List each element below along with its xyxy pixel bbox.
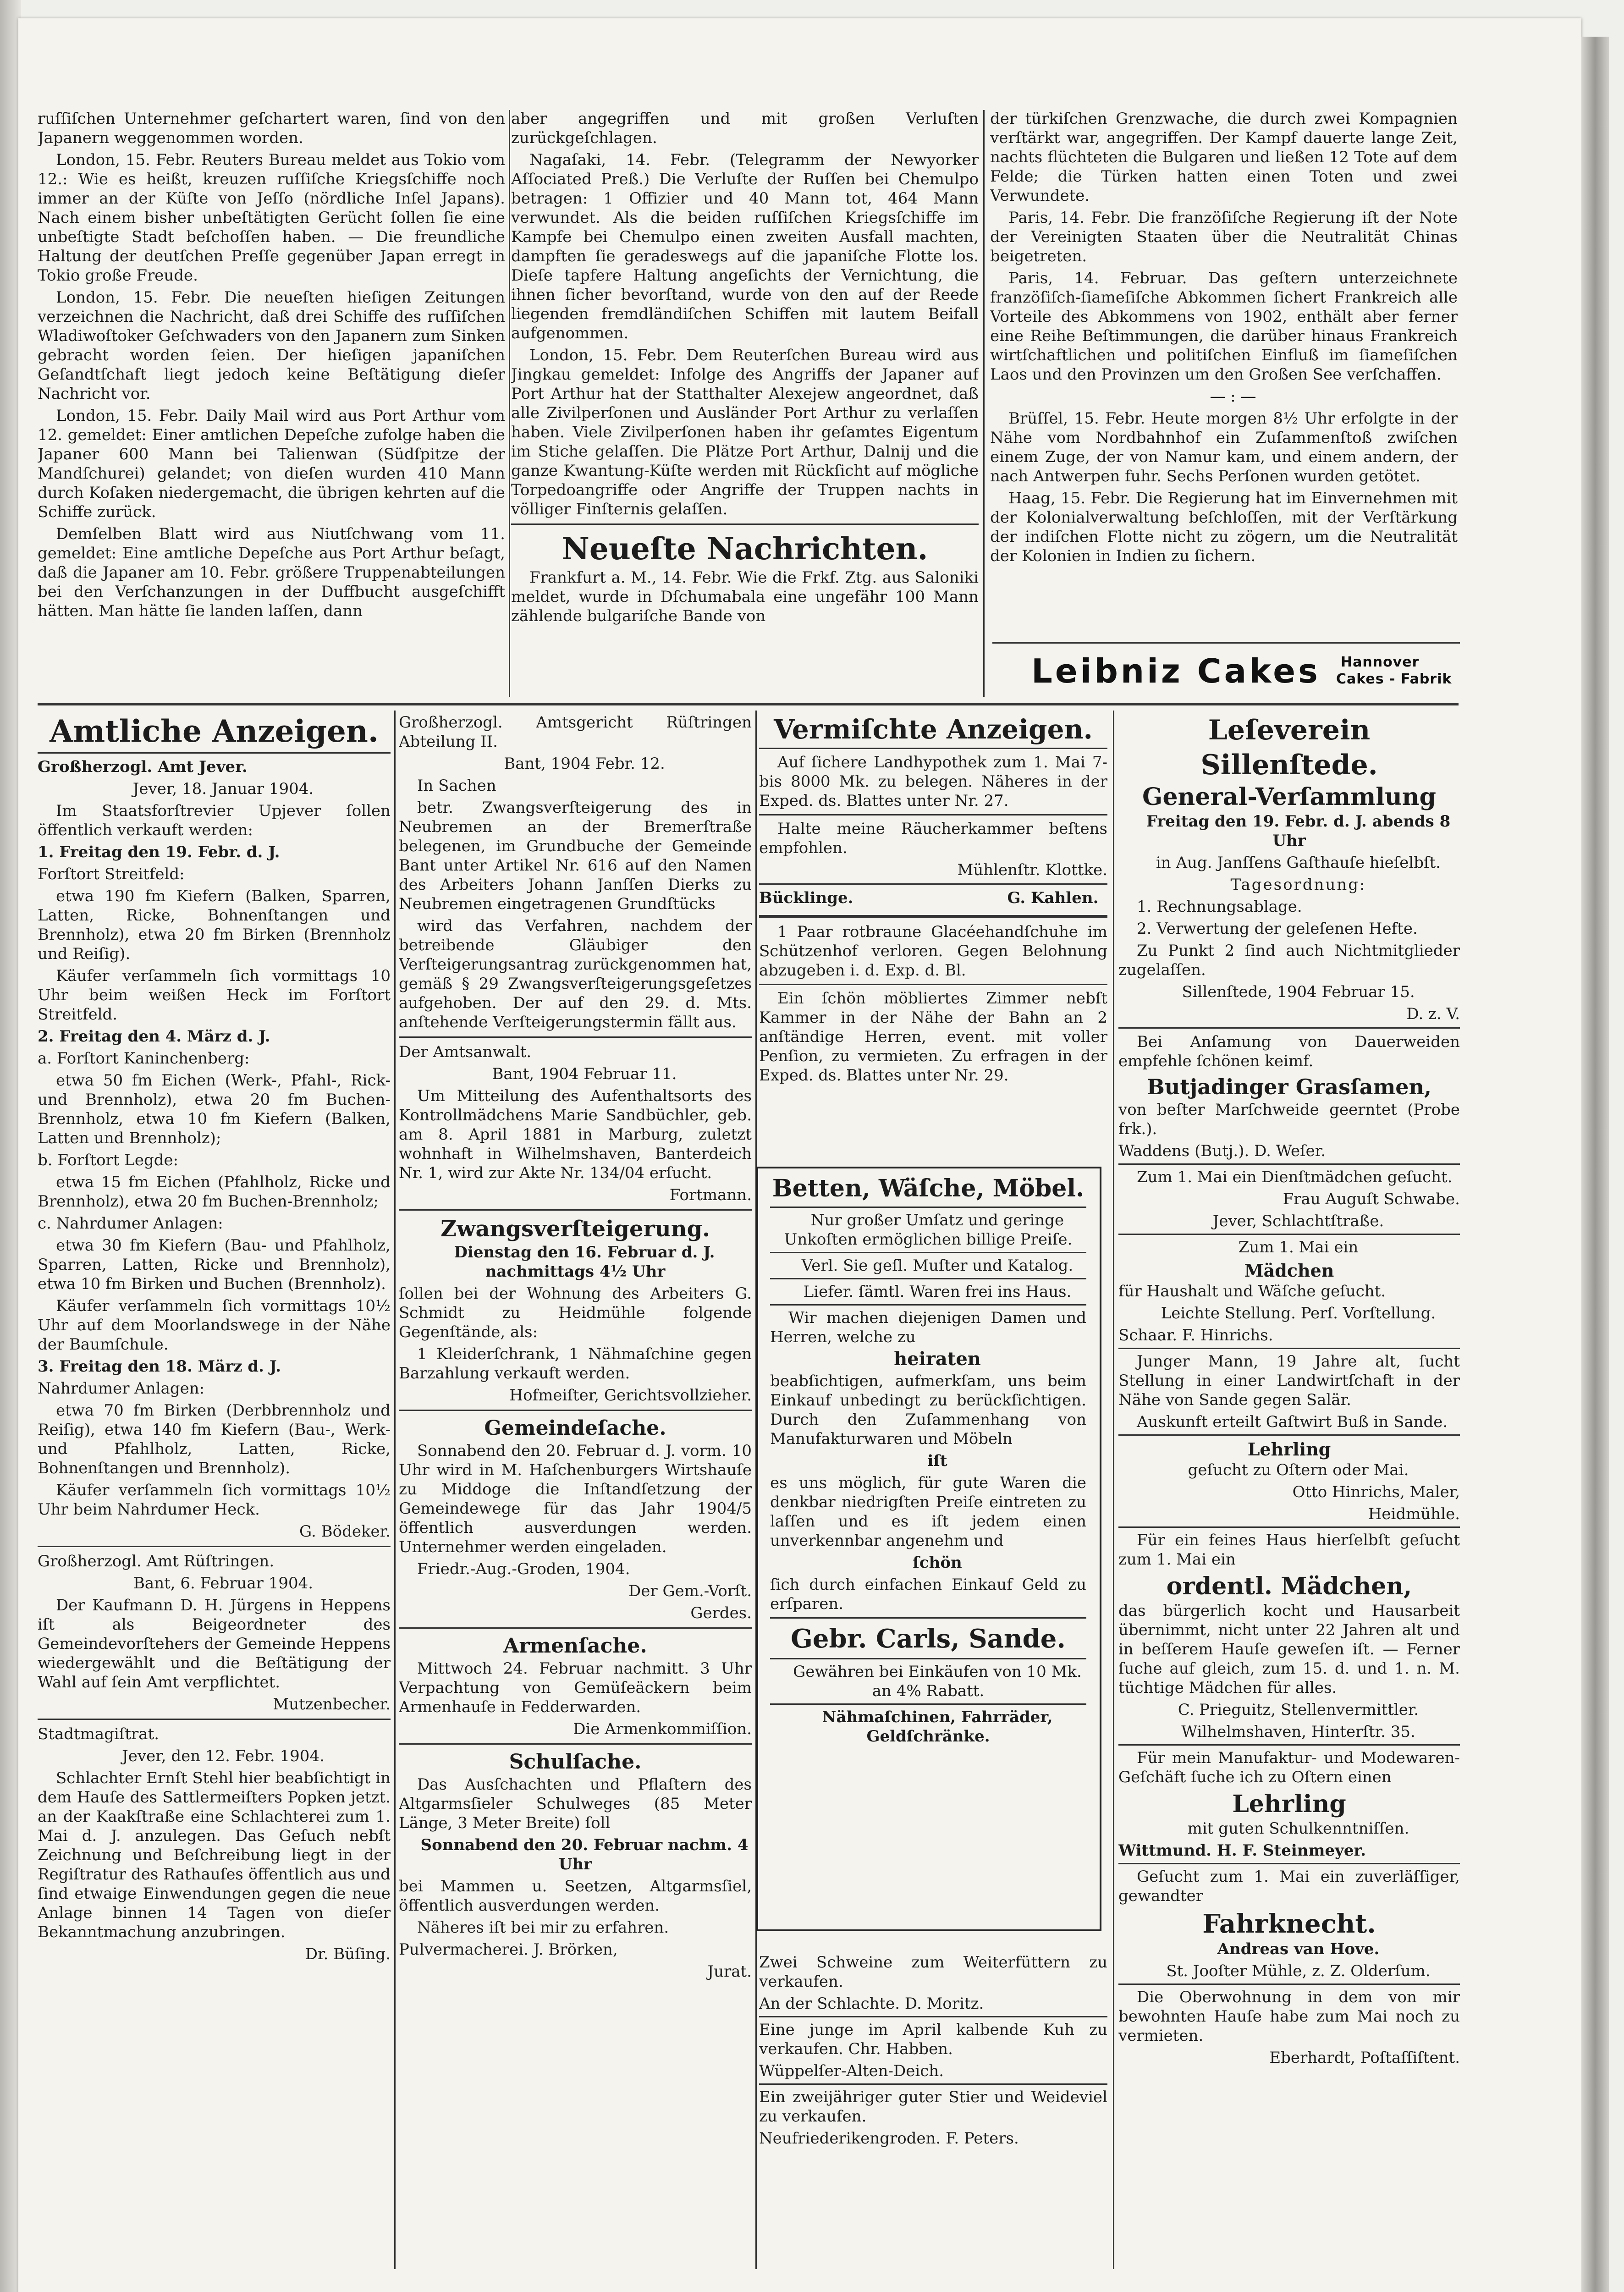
girl-wanted-title: ordentl. Mädchen, [1166,1572,1412,1600]
ad-signature: Mühlenſtr. Klottke. [957,861,1107,879]
ad-date: Bant, 1904 Febr. 12. [504,755,665,773]
ad-date: Jever, 18. Januar 1904. [132,780,314,798]
coachman-title: Fahrknecht. [1202,1909,1376,1939]
ad-text: Eine junge im April kalbende Kuh zu verkaufen. Chr. Habben. [759,2021,1107,2058]
school-heading: Schulſache. [509,1750,642,1774]
ad-divider [399,1743,752,1745]
ad-text: c. Nahrdumer Anlagen: [38,1214,223,1233]
ad-text: Ein zweijähriger guter Stier und Weideviel zu verkaufen. [759,2088,1107,2126]
ad-text: wird das Verfahren, nachdem der betreibende Gläubiger den Verſteigerungsantrag zurückgenommen hat, gemäß § 29 Zwangsverſteigerungsgeſetzes aufgehoben. Der auf den 29. d. Mts. anſtehende Verſteigerungstermin fällt aus. [399,917,752,1031]
list-item: 1. Rechnungsablage. [1137,898,1302,916]
ad-divider [759,748,1107,749]
ad-text: Käufer verſammeln ſich vormittags 10½ Uhr auf dem Moorlandswege in der Nähe der Baumſchule. [38,1297,391,1354]
ad-text: mit guten Schulkenntniſſen. [1187,1819,1409,1838]
ad-text: Für mein Manufaktur- und Modewaren-Geſchäft ſuche ich zu Oſtern einen [1118,1749,1460,1786]
furniture-ad-title: Betten, Wäſche, Möbel. [772,1174,1085,1202]
ad-text: Sonnabend den 20. Februar d. J. vorm. 10 Uhr wird in M. Haſchenburgers Wirtshauſe zu Middoge die Inſtandſetzung der Gemeindewege für das Jahr 1904/5 öffentlich ausverdungen werden. Unternehmer werden eingeladen. [399,1442,752,1556]
ad-signature: Neufriederikengroden. F. Peters. [759,2129,1019,2148]
separator-mark: — : — [1210,387,1256,406]
ad-signature: Eberhardt, Poſtaſſiſtent. [1269,2049,1460,2067]
ad-text: Nur großer Umſatz und geringe Unkoſten ermöglichen billige Preiſe. [784,1211,1073,1249]
ad-text: Der Kaufmann D. H. Jürgens in Heppens iſt als Beigeordneter des Gemeindevorſtehers der Gemeinde Heppens wiedergewählt und die Beſtätigung der Wahl auf ſein Amt verpflichtet. [38,1596,391,1691]
ad-emphasis: ſchön [913,1554,962,1572]
maid-title: Mädchen [1244,1260,1334,1281]
ad-signature: Hofmeiſter, Gerichtsvollzieher. [509,1386,752,1405]
column-divider [1113,711,1114,2269]
assembly-heading: General-Verſammlung [1142,783,1436,811]
ad-signature: Schaar. F. Hinrichs. [1118,1326,1273,1344]
ad-divider [399,1627,752,1629]
ad-divider [759,915,1107,918]
ad-text: 1 Kleiderſchrank, 1 Nähmaſchine gegen Barzahlung verkauft werden. [399,1345,752,1383]
ad-signature: Heidmühle. [1368,1505,1460,1523]
ad-emphasis: heiraten [894,1348,981,1370]
official-notices-column [399,713,752,2271]
ad-text: das bürgerlich kocht und Hausarbeit übernimmt, nicht unter 22 Jahren alt und in beſſerem Hauſe geweſen iſt. — Ferner ſuche auf gleich, zum 15. d. und 1. n. M. tüchtige Mädchen für alles. [1118,1602,1460,1697]
ad-signature: Frau Auguſt Schwabe. [1283,1190,1460,1208]
ad-text: Um Mitteilung des Aufenthaltsorts des Kontrollmädchens Marie Sandbüchler, geb. am 8. April 1881 in Marburg, zuletzt wohnhaft in Wilhelmshaven, Banterdeich Nr. 1, wird zur Akte Nr. 134/04 erſucht. [399,1087,752,1182]
ad-title: Der Amtsanwalt. [399,1043,532,1061]
ad-signature: St. Jooſter Mühle, z. Z. Olderſum. [1166,1962,1431,1980]
ad-text: Auskunft erteilt Gaſtwirt Buß in Sande. [1137,1413,1448,1431]
ad-signature: Wüppelſer-Alten-Deich. [759,2062,944,2080]
auction-heading: Zwangsverſteigerung. [440,1216,710,1242]
ad-divider [1118,1234,1460,1235]
ad-date-heading: 1. Freitag den 19. Febr. d. J. [38,843,280,861]
misc-ads-heading: Vermiſchte Anzeigen. [774,714,1093,745]
ad-divider [1118,1027,1460,1029]
ad-emphasis: iſt [927,1452,947,1470]
ad-text: von beſter Marſchweide geerntet (Probe frk.). [1118,1101,1460,1138]
ad-date: Bant, 1904 Februar 11. [492,1065,677,1083]
community-heading: Gemeindeſache. [484,1416,666,1440]
grass-seed-title: Butjadinger Grasſamen, [1147,1074,1431,1099]
ad-text: Gewähren bei Einkäufen von 10 Mk. an 4% Rabatt. [793,1663,1082,1700]
ad-divider [399,1209,752,1211]
ad-divider [770,1617,1086,1619]
ad-title: Großherzogl. Amt Rüſtringen. [38,1552,275,1570]
ad-text: in Aug. Janſſens Gaſthauſe hieſelbſt. [1156,854,1441,872]
section-heading: Neueſte Nachrichten. [562,531,928,567]
news-column-2 [511,109,979,696]
leibniz-factory: Cakes - Fabrik [1336,671,1452,687]
ad-signature: An der Schlachte. D. Moritz. [759,1994,984,2013]
column-divider [509,110,510,697]
ad-text: für Haushalt und Wäſche geſucht. [1118,1282,1386,1300]
ad-text: etwa 50 fm Eichen (Werk-, Pfahl-, Rick- und Brennholz), etwa 20 fm Buchen-Brennholz, etwa 10 fm Kiefern (Balken, Latten und Brennholz); [38,1071,391,1147]
ad-signature: Die Armenkommiſſion. [573,1720,752,1738]
ad-text: Ein ſchön möbliertes Zimmer nebſt Kammer in der Nähe der Bahn an 2 anſtändige Herren, event. mit voller Penſion, zu vermieten. Zu erfragen in der Exped. ds. Blattes unter Nr. 29. [759,989,1107,1085]
ad-text: Friedr.-Aug.-Groden, 1904. [417,1560,630,1578]
ad-text: Forſtort Streitfeld: [38,865,185,883]
ad-text: ſich durch einfachen Einkauf Geld zu erſparen. [770,1576,1086,1613]
news-paragraph: London, 15. Febr. Daily Mail wird aus Port Arthur vom 12. gemeldet: Einer amtlichen Depeſche zufolge haben die Japaner 600 Mann bei Talienwan (Südſpitze der Mandſchurei) gelandet; von dieſen wurden 410 Mann durch Koſaken niedergemacht, die übrigen kehrten auf die Schiffe zurück. [38,407,505,521]
ad-text: Das Ausſchachten und Pflaſtern des Altgarmsſieler Schulweges (85 Meter Länge, 3 Meter Breite) ſoll [399,1775,752,1832]
society-heading: Leſeverein Sillenſtede. [1200,714,1378,781]
news-paragraph: London, 15. Febr. Reuters Bureau meldet aus Tokio vom 12.: Wie es heißt, kreuzen ruſſiſche Kriegsſchiffe noch immer an der Küſte von Jeſſo (nördliche Inſel Japans). Nach einem bisher unbeſtätigten Gerücht ſollen ſie eine unbeſtigte Stadt beſchoſſen haben. — Die freundliche Haltung der deutſchen Preſſe gegenüber Japan erregt in Tokio große Freude. [38,151,505,285]
ad-text: Auf ſichere Landhypothek zum 1. Mai 7- bis 8000 Mk. zu belegen. Näheres in der Exped. ds. Blattes unter Nr. 27. [759,753,1107,810]
ad-text: Käufer verſammeln ſich vormittags 10 Uhr beim weißen Heck im Forſtort Streitfeld. [38,967,391,1024]
ad-divider [399,1410,752,1411]
ad-signature: Otto Hinrichs, Maler, [1292,1483,1460,1501]
ad-text: a. Forſtort Kaninchenberg: [38,1049,250,1068]
ad-text: Halte meine Räucherkammer beſtens empfohlen. [759,820,1107,857]
ad-divider [38,752,391,754]
ad-text: Zum 1. Mai ein [1238,1238,1359,1256]
ad-divider [770,1304,1086,1306]
ad-divider [770,1278,1086,1279]
ad-divider [759,2016,1107,2017]
ad-signature: G. Kahlen. [1007,889,1099,907]
ad-text: bei Mammen u. Seetzen, Altgarmsſiel, öffentlich ausverdungen werden. [399,1877,752,1915]
ad-signature: C. Prieguitz, Stellenvermittler. [1178,1701,1419,1719]
apprentice-title: Lehrling [1232,1790,1346,1818]
ad-date-heading: Freitag den 19. Febr. d. J. abends 8 Uhr [1146,812,1451,850]
ad-title: Großherzogl. Amtsgericht Rüſtringen Abteilung II. [399,713,752,751]
news-paragraph: London, 15. Febr. Dem Reuterſchen Bureau wird aus Jingkau gemeldet: Infolge des Angriffs der Japaner auf Port Arthur hat der Statthalter Alexejew angeordnet, daß alle Zivilperſonen und Ausländer Port Arthur zu verlaſſen haben. Viele Zivilperſonen haben ihr geſamtes Eigentum im Stiche gelaſſen. Die Plätze Port Arthur, Dalnij und die ganze Kwantung-Küſte werden mit Rückſicht auf mögliche Torpedoangriffe oder Angriffe der Truppen nachts in völliger Finſternis gelaſſen. [511,346,979,518]
ad-text: Wir machen diejenigen Damen und Herren, welche zu [770,1309,1086,1346]
news-paragraph: London, 15. Febr. Die neueſten hieſigen Zeitungen verzeichnen die Nachricht, daß drei Schiffe des ruſſiſchen Wladiwoſtoker Geſchwaders von den Japanern zum Sinken gebracht worden ſeien. Der hieſigen japaniſchen Geſandtſchaft liegt jedoch keine Beſtätigung dieſer Nachricht vor. [38,288,505,403]
ad-text: Schlachter Ernſt Stehl hier beabſichtigt in dem Hauſe des Sattlermeiſters Popken jetzt. an der Kaakſtraße eine Schlachterei zum 1. Mai d. J. anzulegen. Das Geſuch nebſt Zeichnung und Beſchreibung liegt in der Regiſtratur des Rathauſes öffentlich aus und ſind etwaige Einwendungen gegen die neue Anlage binnen 14 Tagen von dieſer Bekanntmachung anzubringen. [38,1769,391,1941]
ad-text: etwa 190 fm Kiefern (Balken, Sparren, Latten, Ricke, Bohnenſtangen und Brennholz), etwa 20 fm Birken (Brennholz und Reiſig). [38,887,391,963]
ad-text: Junger Mann, 19 Jahre alt, ſucht Stellung in einer Landwirtſchaft in der Nähe von Sande gegen Salär. [1118,1352,1460,1409]
list-item: Zu Punkt 2 ſind auch Nichtmitglieder zugelaſſen. [1118,942,1460,979]
ad-text: b. Forſtort Legde: [38,1151,179,1169]
column-divider [394,711,396,2269]
news-paragraph: aber angegriffen und mit großen Verluſten zurückgeſchlagen. [511,110,979,147]
news-paragraph: Demſelben Blatt wird aus Niutſchwang vom 11. gemeldet: Eine amtliche Depeſche aus Port Arthur beſagt, daß die Japaner am 10. Febr. größere Truppenabteilungen bei den Verſchanzungen in der Duffbucht ausgeſchifft hätten. Man hätte ſie landen laſſen, dann [38,525,505,620]
ad-signature: Wilhelmshaven, Hinterſtr. 35. [1181,1723,1415,1741]
news-paragraph: der türkiſchen Grenzwache, die durch zwei Kompagnien verſtärkt war, angegriffen. Der Kampf dauerte lange Zeit, nachts flüchteten die Bulgaren und ließen 12 Tote auf dem Felde; die Türken hatten einen Toten und zwei Verwundete. [990,110,1458,205]
ad-text: Käufer verſammeln ſich vormittags 10½ Uhr beim Nahrdumer Heck. [38,1481,391,1519]
amtliche-heading: Amtliche Anzeigen. [50,713,379,749]
leibniz-top-rule [992,642,1460,644]
ad-divider [1118,1983,1460,1985]
news-paragraph: ruſſiſchen Unternehmer geſchartert waren, ſind von den Japanern weggenommen worden. [38,110,505,147]
ad-text: Bei Anſamung von Dauerweiden empfehle ſchönen keimf. [1118,1033,1460,1070]
poor-relief-heading: Armenſache. [503,1634,647,1658]
ad-text: Nähmaſchinen, Fahrräder, Geldſchränke. [822,1708,1053,1746]
apprentice-title: Lehrling [1247,1439,1331,1460]
news-paragraph: Paris, 14. Febr. Die franzöſiſche Regierung iſt der Note der Vereinigten Staaten über die Neutralität Chinas beigetreten. [990,209,1458,265]
ad-title: Großherzogl. Amt Jever. [38,758,248,776]
ad-text: es uns möglich, für gute Waren die denkbar niedrigſten Preiſe eintreten zu laſſen und es iſt jedem einen unverkennbar angenehm und [770,1474,1086,1550]
news-paragraph: Haag, 15. Febr. Die Regierung hat im Einvernehmen mit der Kolonialverwaltung beſchloſſen, mit der Verſtärkung der indiſchen Flotte nicht zu zögern, um die Neutralität der Kolonien in Indien zu ſichern. [990,489,1458,565]
ad-divider [38,1719,391,1720]
ad-divider [759,814,1107,815]
ad-signature: Jever, Schlachtſtraße. [1212,1212,1384,1230]
ad-signature: Wittmund. H. F. Steinmeyer. [1118,1841,1366,1860]
ad-text: Verl. Sie geſl. Muſter und Katalog. [801,1256,1073,1275]
ad-text: Für ein feines Haus hierſelbſt geſucht zum 1. Mai ein [1118,1531,1460,1569]
ad-signature: D. z. V. [1406,1005,1460,1023]
leibniz-city: Hannover [1341,654,1420,670]
ad-text: Zwei Schweine zum Weiterfüttern zu verkaufen. [759,1953,1107,1991]
ad-divider [1118,1348,1460,1349]
ad-divider [1118,1744,1460,1746]
ad-text: Geſucht zum 1. Mai ein zuverläſſiger, gewandter [1118,1868,1460,1905]
ad-divider [1118,1163,1460,1165]
news-column-3 [990,109,1458,632]
ad-divider [759,2083,1107,2085]
society-column [1118,713,1460,2271]
ad-signature: Pulvermacherei. J. Brörken, [399,1940,618,1959]
ad-text: Die Oberwohnung in dem von mir bewohnten Hauſe habe zum Mai noch zu vermieten. [1118,1988,1460,2045]
ad-text: Nahrdumer Anlagen: [38,1379,205,1398]
leibniz-brand: Leibniz Cakes [1031,652,1321,690]
ad-date: Sillenſtede, 1904 Februar 15. [1182,983,1415,1001]
ad-divider [770,1703,1086,1705]
ad-signature: Der Gem.-Vorſt. [628,1582,752,1600]
ad-title: Bücklinge. [759,889,853,907]
ad-text: 1 Paar rotbraune Glacéehandſchuhe im Schützenhof verloren. Gegen Belohnung abzugeben i. d. Exp. d. Bl. [759,923,1107,980]
amtliche-column [38,713,391,2271]
ad-signature: Andreas van Hove. [1217,1940,1380,1958]
ad-text: betr. Zwangsverſteigerung des in Neubremen an der Bremerſtraße belegenen, im Grundbuche der Gemeinde Bant unter Artikel Nr. 616 auf den Namen des Arbeiters Johann Janſſen Dierks zu Neubremen eingetragenen Grundſtücks [399,799,752,913]
news-paragraph: Paris, 14. Februar. Das geſtern unterzeichnete franzöſiſch-ſiameſiſche Abkommen ſichert Frankreich alle Vorteile des Abkommens von 1902, enthält aber ferner eine Reihe Beſtimmungen, die darüber hinaus Frankreich wirtſchaftlichen und politiſchen Einfluß im ſiameſiſchen Laos und den Provinzen um den Großen See verſchaffen. [990,269,1458,384]
ad-divider [1118,1526,1460,1528]
ad-date: Bant, 6. Februar 1904. [133,1574,314,1592]
ad-text: Liefer. ſämtl. Waren frei ins Haus. [803,1283,1072,1301]
news-paragraph: Nagaſaki, 14. Febr. (Telegramm der Newyorker Aſſociated Preß.) Die Verluſte der Ruſſen bei Chemulpo betragen: 1 Offizier und 40 Mann tot, 464 Mann verwundet. Als die beiden ruſſiſchen Kriegsſchiffe im Kampfe bei Chemulpo einen zweiten Ausfall machten, dampften ſie geradeswegs auf die japaniſche Flotte los. Dieſe tapfere Haltung angeſichts der Vernichtung, die ihnen ſicher bevorſtand, wurde von den auf der Reede liegenden fremdländiſchen Schiffen mit lautem Beifall aufgenommen. [511,151,979,342]
ad-signature: Dr. Büſing. [305,1945,391,1963]
ad-text: ſollen bei der Wohnung des Arbeiters G. Schmidt zu Heidmühle folgende Gegenſtände, als: [399,1284,752,1341]
list-item: 2. Verwertung der geleſenen Hefte. [1137,920,1418,938]
news-paragraph: Brüſſel, 15. Febr. Heute morgen 8½ Uhr erfolgte in der Nähe vom Nordbahnhof ein Zuſammenſtoß zwiſchen einem Zuge, der von Namur kam, und einem andern, der nach Antwerpen fuhr. Sechs Perſonen wurden getötet. [990,409,1458,485]
ad-signature: Waddens (Butj.). D. Weſer. [1118,1142,1326,1160]
ad-text: Leichte Stellung. Perſ. Vorſtellung. [1161,1304,1436,1322]
page-edge [1581,37,1609,2292]
ad-text: etwa 15 fm Eichen (Pfahlholz, Ricke und Brennholz), etwa 20 fm Buchen-Brennholz; [38,1173,391,1211]
ad-text: Tagesordnung: [1230,876,1366,894]
ad-signature: G. Bödeker. [299,1522,391,1541]
ad-date-heading: 3. Freitag den 18. März d. J. [38,1357,281,1376]
misc-ads-lower [759,1953,1107,2274]
ad-date-heading: Dienstag den 16. Februar d. J. nachmittags 4½ Uhr [454,1243,715,1281]
ad-text: Im Staatsforſtrevier Upjever ſollen öffentlich verkauft werden: [38,802,391,839]
ad-divider [759,883,1107,885]
ad-text: Zum 1. Mai ein Dienſtmädchen geſucht. [1137,1168,1453,1186]
carls-brand: Gebr. Carls, Sande. [791,1624,1066,1654]
ad-date-heading: 2. Freitag den 4. März d. J. [38,1027,270,1046]
news-column-1 [38,109,505,696]
section-divider [511,523,979,525]
ad-signature: Gerdes. [690,1604,752,1622]
news-paragraph: Frankfurt a. M., 14. Febr. Wie die Frkf. Ztg. aus Saloniki meldet, wurde in Dſchumabala eine ungefähr 100 Mann zählende bulgariſche Bande von [511,568,979,625]
ad-text: Mittwoch 24. Februar nachmitt. 3 Uhr Verpachtung von Gemüſeäckern beim Armenhauſe in Fedderwarden. [399,1659,752,1716]
ad-divider [759,984,1107,985]
ad-divider [1118,1434,1460,1436]
ad-signature: Fortmann. [669,1186,752,1204]
ad-text: In Sachen [417,777,496,795]
ad-date: Jever, den 12. Febr. 1904. [122,1747,325,1765]
ad-text: etwa 70 fm Birken (Derbbrennholz und Reiſig), etwa 140 fm Kiefern (Bau-, Werk- und Pfahlholz, Latten, Ricke, Bohnenſtangen und Brennholz). [38,1401,391,1477]
ad-date-heading: Sonnabend den 20. Februar nachm. 4 Uhr [420,1836,749,1873]
ad-divider [399,1036,752,1038]
ad-divider [38,1546,391,1547]
ad-title: Stadtmagiſtrat. [38,1725,160,1743]
major-divider [38,703,1459,705]
ad-text: Näheres iſt bei mir zu erfahren. [417,1918,669,1937]
ad-text: etwa 30 fm Kiefern (Bau- und Pfahlholz, Sparren, Latten, Ricke und Brennholz), etwa 10 fm Birken und Buchen (Brennholz). [38,1236,391,1293]
ad-divider [770,1252,1086,1253]
ad-divider [770,1658,1086,1659]
ad-divider [770,1207,1086,1208]
ad-signature: Jurat. [707,1962,752,1981]
ad-text: beabſichtigen, aufmerkſam, uns beim Einkauf unbedingt zu berückſichtigen. Durch den Zuſammenhang von Manufakturwaren und Möbeln [770,1372,1086,1448]
ad-text: geſucht zu Oſtern oder Mai. [1188,1461,1409,1479]
ad-divider [1118,1863,1460,1864]
ad-signature: Mutzenbecher. [273,1695,391,1713]
column-divider [983,110,985,697]
furniture-ad [770,1174,1086,1916]
